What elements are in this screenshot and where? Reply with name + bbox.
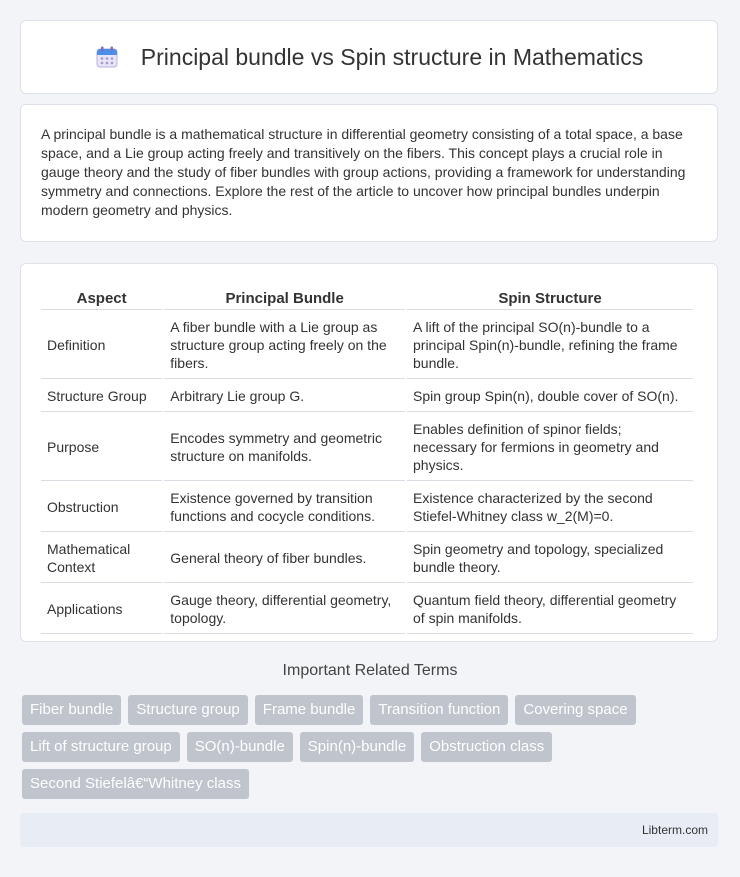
row-aspect: Purpose (41, 414, 162, 481)
related-term-tag[interactable]: Frame bundle (255, 695, 364, 725)
header-aspect: Aspect (41, 286, 162, 310)
header-spin-structure: Spin Structure (407, 286, 693, 310)
related-term-tag[interactable]: Obstruction class (421, 732, 552, 762)
related-term-tag[interactable]: Spin(n)-bundle (300, 732, 414, 762)
comparison-table (39, 284, 695, 636)
title-wrap (95, 44, 643, 71)
related-term-tag[interactable]: Fiber bundle (22, 695, 121, 725)
row-spin-structure: Existence characterized by the second Stiefel-Whitney class w_2(M)=0. (407, 483, 693, 532)
row-aspect: Obstruction (41, 483, 162, 532)
row-aspect: Applications (41, 585, 162, 634)
related-term-tag[interactable]: Second Stiefelâ€“Whitney class (22, 769, 249, 799)
related-term-tag[interactable]: SO(n)-bundle (187, 732, 293, 762)
header-principal-bundle: Principal Bundle (164, 286, 405, 310)
footer (20, 813, 718, 847)
intro-text: A principal bundle is a mathematical structure in differential geometry consisting of a total space, a base space, and a Lie group acting freely and transitively on the fibers. This concept plays a crucial role in gauge theory and the study of fiber bundles with group actions, providing a framework for understanding symmetry and connections. Explore the rest of the article to uncover how principal bundles underpin modern geometry and physics. (41, 126, 686, 218)
table-row (41, 414, 693, 481)
row-spin-structure: Spin geometry and topology, specialized bundle theory. (407, 534, 693, 583)
footer-site-link[interactable]: Libterm.com (641, 823, 708, 837)
related-terms-list (22, 695, 712, 799)
row-aspect: Definition (41, 312, 162, 379)
comparison-table-card (20, 263, 718, 642)
table-row (41, 312, 693, 379)
row-principal-bundle: A fiber bundle with a Lie group as structure group acting freely on the fibers. (164, 312, 405, 379)
calendar-icon (95, 45, 119, 69)
row-spin-structure: Spin group Spin(n), double cover of SO(n). (407, 381, 693, 412)
row-principal-bundle: General theory of fiber bundles. (164, 534, 405, 583)
row-principal-bundle: Gauge theory, differential geometry, topology. (164, 585, 405, 634)
table-header-row (41, 286, 693, 310)
row-principal-bundle: Existence governed by transition functions and cocycle conditions. (164, 483, 405, 532)
table-row (41, 534, 693, 583)
related-term-tag[interactable]: Covering space (515, 695, 635, 725)
row-aspect: Structure Group (41, 381, 162, 412)
related-terms-title: Important Related Terms (282, 662, 458, 679)
related-term-tag[interactable]: Lift of structure group (22, 732, 180, 762)
row-spin-structure: Quantum field theory, differential geometry of spin manifolds. (407, 585, 693, 634)
table-row (41, 381, 693, 412)
row-principal-bundle: Encodes symmetry and geometric structure on manifolds. (164, 414, 405, 481)
intro-card (20, 104, 718, 242)
row-aspect: Mathematical Context (41, 534, 162, 583)
table-row (41, 483, 693, 532)
row-principal-bundle: Arbitrary Lie group G. (164, 381, 405, 412)
table-row (41, 585, 693, 634)
page-title: Principal bundle vs Spin structure in Mathematics (140, 43, 644, 70)
row-spin-structure: Enables definition of spinor fields; necessary for fermions in geometry and physics. (407, 414, 693, 481)
related-term-tag[interactable]: Transition function (370, 695, 508, 725)
row-spin-structure: A lift of the principal SO(n)-bundle to a principal Spin(n)-bundle, refining the frame bundle. (407, 312, 693, 379)
header-card (20, 20, 718, 94)
related-term-tag[interactable]: Structure group (128, 695, 247, 725)
